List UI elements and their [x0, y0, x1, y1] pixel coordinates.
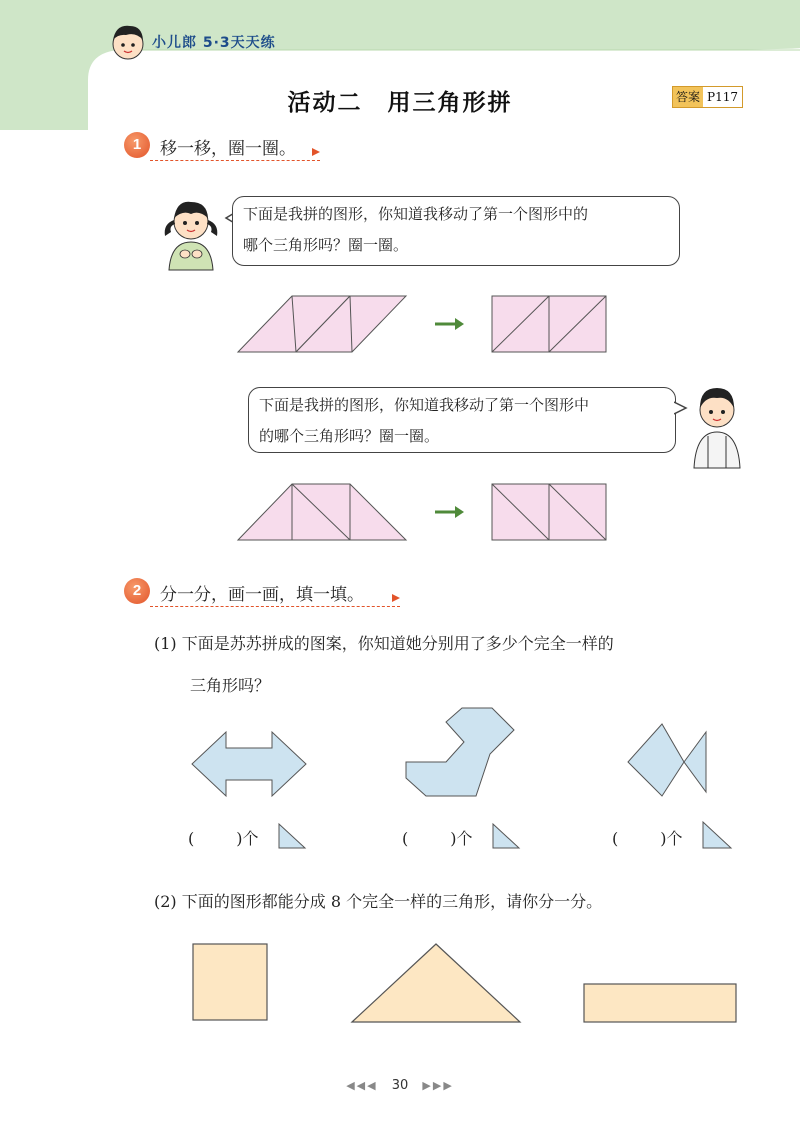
blank-3[interactable]: ( )个 [612, 829, 683, 848]
girl-character-icon [155, 192, 227, 276]
small-triangle-icon [701, 820, 733, 850]
speech-bubble-boy [248, 387, 676, 453]
small-triangle-icon [491, 822, 521, 850]
arrow-right-icon [435, 506, 464, 518]
question-1-line-2: 三角形吗？ [190, 676, 271, 695]
page-title: 活动二 用三角形拼 [287, 90, 513, 116]
parallelogram-figure [238, 296, 406, 352]
rectangle-shape [584, 984, 736, 1022]
left-arrows-icon: ◀◀◀ [346, 1079, 378, 1092]
answer-label: 答案 [673, 87, 703, 107]
page-number [0, 1078, 800, 1093]
brand-logo-text: 小儿郎 5·3天天练 [152, 35, 276, 51]
trapezoid-figure [238, 484, 406, 540]
page-number-text: 30 [391, 1078, 409, 1093]
blank-1[interactable]: ( )个 [188, 829, 259, 848]
section-1-underline [150, 160, 320, 161]
right-arrows-icon: ▶▶▶ [422, 1079, 454, 1092]
figure-row-2[interactable] [230, 478, 620, 548]
mascot-icon [113, 26, 143, 59]
rectangle-figure [492, 296, 606, 352]
arrow-right-icon [435, 318, 464, 330]
boy-character-icon [686, 378, 748, 470]
blank-2[interactable]: ( )个 [402, 829, 473, 848]
bubble-1-line-2: 哪个三角形吗？圈一圈。 [243, 236, 409, 254]
section-1-title: 移一移，圈一圈。 [160, 139, 296, 159]
divide-shapes[interactable] [180, 936, 750, 1032]
bubble-2-line-1: 下面是我拼的图形，你知道我移动了第一个图形中 [259, 396, 590, 414]
pattern-shapes[interactable] [180, 700, 740, 810]
swan-shape [406, 708, 514, 796]
figure-row-1[interactable] [230, 290, 620, 360]
question-1-line-1: (1) 下面是苏苏拼成的图案，你知道她分别用了多少个完全一样的 [154, 634, 614, 653]
bubble-1-line-1: 下面是我拼的图形，你知道我移动了第一个图形中的 [243, 205, 589, 223]
square-shape [193, 944, 267, 1020]
answer-reference[interactable] [672, 86, 743, 108]
double-arrow-shape [192, 732, 306, 796]
fish-shape [628, 724, 706, 796]
triangle-shape [352, 944, 520, 1022]
answer-page-ref: P117 [703, 87, 742, 107]
speech-bubble-girl [232, 196, 680, 266]
rectangle-figure-2 [492, 484, 606, 540]
small-triangle-icon [277, 822, 307, 850]
question-2: (2) 下面的图形都能分成 8 个完全一样的三角形，请你分一分。 [154, 892, 603, 911]
section-2-number: 2 [124, 578, 150, 604]
section-2-title: 分一分，画一画，填一填。 [160, 585, 364, 605]
question-1 [154, 626, 754, 704]
bubble-2-line-2: 的哪个三角形吗？圈一圈。 [259, 427, 440, 445]
section-2-underline [150, 606, 400, 607]
corner-mark-icon [392, 594, 402, 604]
corner-mark-icon [312, 148, 322, 158]
section-1-number: 1 [124, 132, 150, 158]
